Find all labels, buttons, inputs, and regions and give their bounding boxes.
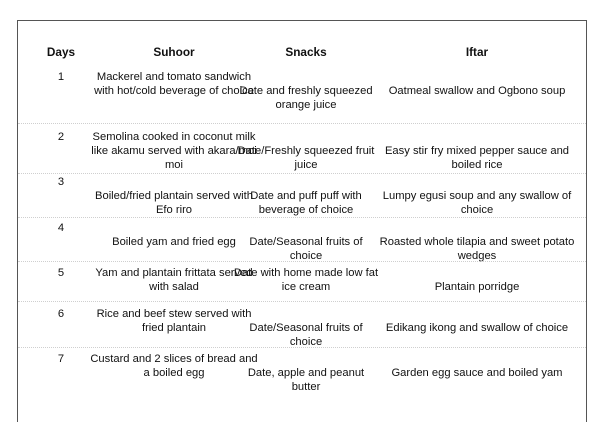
table-row-4-day: 4 <box>57 222 65 234</box>
table-row-2-day: 2 <box>57 131 65 143</box>
table-row-5-day: 5 <box>57 267 65 279</box>
row-separator <box>18 261 586 262</box>
table-row-7-iftar: Garden egg sauce and boiled yam <box>391 367 563 379</box>
table-row-2-snacks: Date/Freshly squeezed fruit juice <box>237 145 375 171</box>
row-separator <box>18 347 586 348</box>
table-row-1-snacks: Date and freshly squeezed orange juice <box>239 85 373 111</box>
table-row-1-day: 1 <box>57 71 65 83</box>
header-iftar: Iftar <box>465 45 489 59</box>
table-row-4-iftar: Roasted whole tilapia and sweet potato wedges <box>379 236 575 262</box>
table-row-2-suhoor: Semolina cooked in coconut milk like akamu served with akara/moi moi <box>91 131 257 171</box>
table-row-3-day: 3 <box>57 176 65 188</box>
table-row-7-suhoor: Custard and 2 slices of bread and a boiled egg <box>90 353 258 379</box>
table-row-6-suhoor: Rice and beef stew served with fried plantain <box>96 308 252 334</box>
table-row-3-suhoor: Boiled/fried plantain served with Efo riro <box>95 190 253 216</box>
header-days: Days <box>46 45 76 59</box>
table-row-5-iftar: Plantain porridge <box>434 281 520 293</box>
table-row-6-iftar: Edikang ikong and swallow of choice <box>385 322 569 334</box>
row-separator <box>18 123 586 124</box>
row-separator <box>18 173 586 174</box>
table-row-5-suhoor: Yam and plantain frittata served with salad <box>95 267 253 293</box>
table-row-7-snacks: Date, apple and peanut butter <box>247 367 365 393</box>
table-row-1-iftar: Oatmeal swallow and Ogbono soup <box>388 85 566 97</box>
header-suhoor: Suhoor <box>153 45 195 59</box>
row-separator <box>18 217 586 218</box>
row-separator <box>18 301 586 302</box>
table-row-6-day: 6 <box>57 308 65 320</box>
table-row-3-iftar: Lumpy egusi soup and any swallow of choice <box>382 190 572 216</box>
table-row-3-snacks: Date and puff puff with beverage of choice <box>250 190 362 216</box>
table-row-4-snacks: Date/Seasonal fruits of choice <box>249 236 363 262</box>
table-row-4-suhoor: Boiled yam and fried egg <box>112 236 236 248</box>
table-row-2-iftar: Easy stir fry mixed pepper sauce and boiled rice <box>384 145 570 171</box>
table-row-6-snacks: Date/Seasonal fruits of choice <box>249 322 363 348</box>
table-row-5-snacks: Date with home made low fat ice cream <box>233 267 379 293</box>
header-snacks: Snacks <box>285 45 327 59</box>
table-row-1-suhoor: Mackerel and tomato sandwich with hot/cold beverage of choice <box>94 71 254 97</box>
table-row-7-day: 7 <box>57 353 65 365</box>
